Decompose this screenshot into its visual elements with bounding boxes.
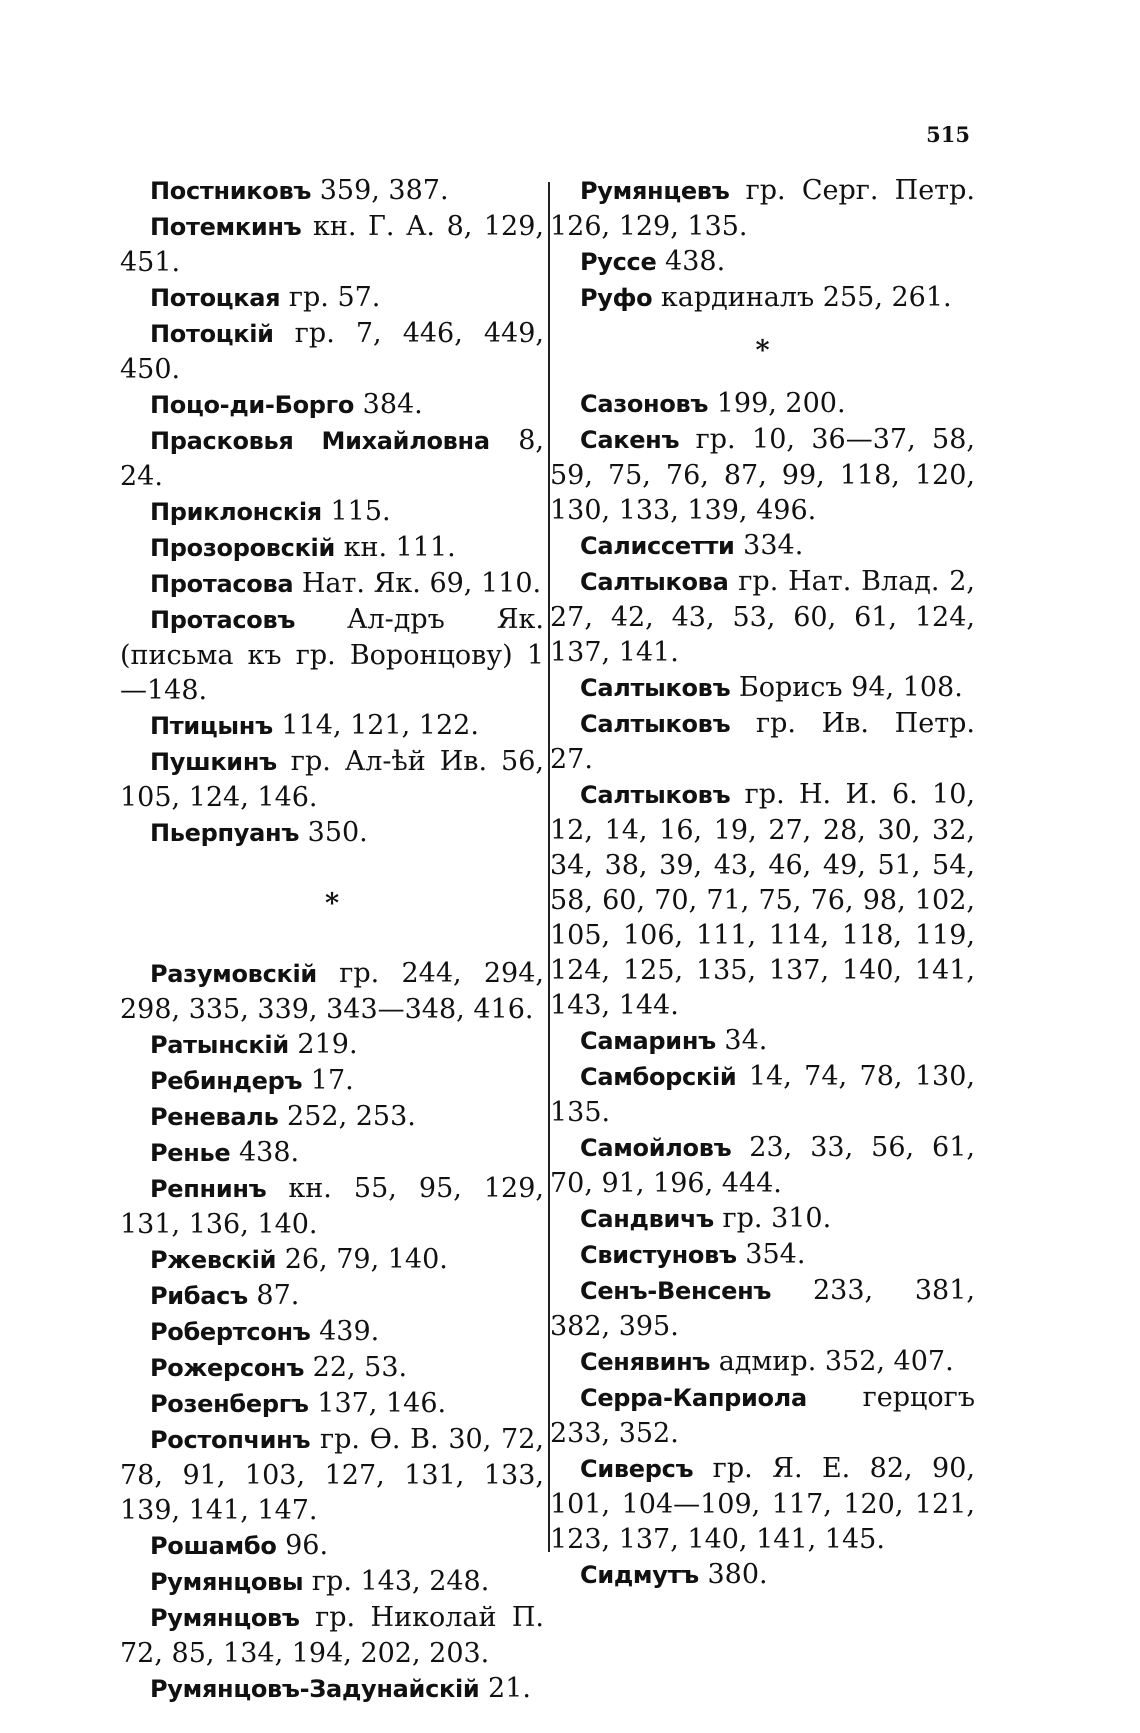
index-entry xyxy=(550,706,975,777)
index-entry xyxy=(550,244,975,280)
index-entry-name: Сенявинъ xyxy=(580,1348,711,1376)
index-entry-name: Самойловъ xyxy=(580,1134,732,1162)
index-entry xyxy=(550,1201,975,1237)
index-entry-name: Руфо xyxy=(580,284,653,312)
index-entry-name: Сандвичъ xyxy=(580,1205,714,1233)
index-entry-refs: 219. xyxy=(288,1029,358,1060)
index-entry xyxy=(550,1344,975,1380)
index-entry-name: Розенбергъ xyxy=(150,1390,309,1418)
index-entry xyxy=(120,1171,544,1242)
index-entry-name: Пушкинъ xyxy=(150,748,277,776)
index-entry xyxy=(120,1671,544,1707)
index-entry-refs: 8, 24. xyxy=(120,425,544,492)
index-entry-refs: 22, 53. xyxy=(304,1352,408,1383)
index-entry-refs: гр. Ив. Петр. 27. xyxy=(550,708,975,775)
index-entry xyxy=(120,1063,544,1099)
index-entry xyxy=(120,1027,544,1063)
index-entry xyxy=(550,1059,975,1130)
index-entry-refs: 96. xyxy=(276,1530,329,1561)
index-entry-refs: 114, 121, 122. xyxy=(272,710,479,741)
index-entry-name: Сакенъ xyxy=(580,426,680,454)
index-entry-name: Свистуновъ xyxy=(580,1241,737,1269)
index-entry-name: Приклонскія xyxy=(150,498,322,526)
index-entry xyxy=(550,1130,975,1201)
index-entry-refs: 115. xyxy=(321,496,391,527)
index-entry-refs: Борисъ 94, 108. xyxy=(730,672,963,703)
index-entry-name: Постниковъ xyxy=(150,177,312,205)
index-entry-name: Ржевскій xyxy=(150,1246,277,1274)
index-entry xyxy=(550,173,975,244)
index-entry-name: Сиверсъ xyxy=(580,1455,694,1483)
index-entry xyxy=(550,1273,975,1344)
index-entry xyxy=(120,1314,544,1350)
index-entry xyxy=(120,209,544,280)
index-entry-name: Поцо-ди-Борго xyxy=(150,391,355,419)
index-entry xyxy=(120,1386,544,1422)
index-entry-refs: адмир. 352, 407. xyxy=(710,1346,954,1377)
index-entry xyxy=(120,1135,544,1171)
index-left-column xyxy=(120,173,544,1707)
index-entry-name: Робертсонъ xyxy=(150,1318,311,1346)
index-entry-refs: Ал-дръ Як. (письма къ гр. Воронцову) 1—148. xyxy=(120,604,544,706)
left-group-r xyxy=(120,956,544,1707)
index-entry-refs: гр. 244, 294, 298, 335, 339, 343—348, 416. xyxy=(120,958,544,1025)
index-entry-name: Прозоровскій xyxy=(150,534,336,562)
index-entry xyxy=(550,564,975,670)
index-entry xyxy=(120,744,544,815)
index-entry xyxy=(120,1099,544,1135)
index-entry-refs: 17. xyxy=(302,1065,354,1096)
index-entry xyxy=(120,173,544,209)
index-entry-name: Прасковья Михайловна xyxy=(150,427,490,455)
index-entry-name: Салтыковъ xyxy=(580,781,731,809)
index-entry xyxy=(120,423,544,494)
index-entry-name: Сидмутъ xyxy=(580,1561,699,1589)
index-entry-name: Салиссетти xyxy=(580,532,735,560)
index-entry xyxy=(550,280,975,316)
index-entry-name: Румянцовъ xyxy=(150,1604,300,1632)
index-entry-name: Разумовскій xyxy=(150,960,317,988)
index-entry-name: Птицынъ xyxy=(150,712,273,740)
index-entry-name: Рибасъ xyxy=(150,1282,248,1310)
page-number: 515 xyxy=(926,122,970,147)
index-entry-refs: 199, 200. xyxy=(708,388,846,419)
index-entry-name: Самаринъ xyxy=(580,1027,716,1055)
section-separator-star: * xyxy=(324,888,340,919)
index-entry xyxy=(550,1451,975,1557)
index-entry-name: Румянцовы xyxy=(150,1568,304,1596)
index-entry xyxy=(550,528,975,564)
index-entry-name: Самборскій xyxy=(580,1063,737,1091)
index-entry-refs: гр. 7, 446, 449, 450. xyxy=(120,318,544,385)
index-entry-refs: гр. 143, 248. xyxy=(303,1566,490,1597)
index-entry xyxy=(120,1564,544,1600)
index-entry xyxy=(120,316,544,387)
index-entry xyxy=(120,815,544,851)
index-entry-refs: 354. xyxy=(736,1239,806,1270)
index-entry-name: Протасова xyxy=(150,570,294,598)
index-entry-refs: Нат. Як. 69, 110. xyxy=(293,568,542,599)
index-entry-refs: кардиналъ 255, 261. xyxy=(652,282,952,313)
index-entry-refs: 359, 387. xyxy=(311,175,449,206)
index-entry-name: Сазоновъ xyxy=(580,390,709,418)
index-entry-refs: кн. 111. xyxy=(335,532,456,563)
index-entry-name: Протасовъ xyxy=(150,606,296,634)
index-entry-refs: 233, 381, 382, 395. xyxy=(550,1275,975,1342)
index-entry-refs: 14, 74, 78, 130, 135. xyxy=(550,1061,975,1128)
index-entry xyxy=(120,1600,544,1671)
index-entry xyxy=(120,280,544,316)
index-entry-refs: 26, 79, 140. xyxy=(276,1244,448,1275)
index-entry-refs: гр. 57. xyxy=(280,282,381,313)
index-entry-refs: 21. xyxy=(479,1673,531,1704)
index-entry xyxy=(120,1242,544,1278)
index-entry xyxy=(550,670,975,706)
index-entry-name: Серра-Каприола xyxy=(580,1384,807,1412)
index-entry xyxy=(120,708,544,744)
index-entry-refs: герцогъ 233, 352. xyxy=(550,1382,975,1449)
index-entry-refs: кн. Г. А. 8, 129, 451. xyxy=(120,211,544,278)
index-entry xyxy=(550,1023,975,1059)
index-entry-refs: гр. Ѳ. В. 30, 72, 78, 91, 103, 127, 131, 133, 139, 141, 147. xyxy=(120,1424,544,1526)
index-entry xyxy=(120,1278,544,1314)
index-entry xyxy=(120,530,544,566)
index-entry-refs: 438. xyxy=(230,1137,300,1168)
index-entry xyxy=(120,387,544,423)
index-entry-refs: кн. 55, 95, 129, 131, 136, 140. xyxy=(120,1173,544,1240)
right-group-s xyxy=(550,386,975,1593)
index-entry-name: Руссе xyxy=(580,248,657,276)
index-entry xyxy=(120,602,544,708)
index-entry xyxy=(550,1557,975,1593)
index-entry-refs: гр. Нат. Влад. 2, 27, 42, 43, 53, 60, 61, 124, 137, 141. xyxy=(550,566,975,668)
index-entry-refs: гр. 10, 36—37, 58, 59, 75, 76, 87, 99, 118, 120, 130, 133, 139, 496. xyxy=(550,424,975,526)
index-entry-name: Репнинъ xyxy=(150,1175,267,1203)
index-entry-name: Потоцкая xyxy=(150,284,281,312)
index-entry-name: Рожерсонъ xyxy=(150,1354,305,1382)
left-group-p xyxy=(120,173,544,851)
index-entry xyxy=(120,494,544,530)
index-entry xyxy=(120,1528,544,1564)
index-entry-name: Ребиндеръ xyxy=(150,1067,303,1095)
index-entry-name: Салтыковъ xyxy=(580,674,731,702)
index-entry-refs: 438. xyxy=(656,246,726,277)
index-entry xyxy=(550,777,975,1023)
index-entry-name: Ратынскій xyxy=(150,1031,289,1059)
index-entry-refs: 87. xyxy=(247,1280,300,1311)
index-entry-refs: 137, 146. xyxy=(308,1388,447,1419)
index-entry xyxy=(550,1237,975,1273)
index-entry xyxy=(120,566,544,602)
index-entry-name: Салтыковъ xyxy=(580,710,731,738)
index-entry-refs: гр. Н. И. 6. 10, 12, 14, 16, 19, 27, 28, 30, 32, 34, 38, 39, 43, 46, 49, 51, 54, 58, 60, 70, 71, 75, 76, 98, 102, 105, 106, 111, 114, 118, 119, 124, 125, 135, 137, 140, 141, 143, 144. xyxy=(550,779,975,1021)
index-entry xyxy=(120,1422,544,1528)
index-entry-refs: 34. xyxy=(715,1025,768,1056)
index-entry xyxy=(550,386,975,422)
index-entry-name: Рошамбо xyxy=(150,1532,277,1560)
index-entry-name: Румянцевъ xyxy=(580,177,730,205)
index-entry-name: Ростопчинъ xyxy=(150,1426,311,1454)
index-right-column xyxy=(550,173,975,1593)
index-entry-refs: 334. xyxy=(734,530,804,561)
index-entry-name: Реневаль xyxy=(150,1103,279,1131)
index-entry xyxy=(120,1350,544,1386)
index-entry-name: Салтыкова xyxy=(580,568,729,596)
index-entry xyxy=(550,422,975,528)
index-entry-refs: гр. Ал-ѣй Ив. 56, 105, 124, 146. xyxy=(120,746,544,813)
index-entry-refs: 384. xyxy=(354,389,423,420)
index-entry xyxy=(120,956,544,1027)
index-entry-refs: гр. 310. xyxy=(713,1203,832,1234)
index-entry-refs: гр. Я. Е. 82, 90, 101, 104—109, 117, 120, 121, 123, 137, 140, 141, 145. xyxy=(550,1453,975,1555)
index-entry-name: Ренье xyxy=(150,1139,231,1167)
index-entry-refs: 350. xyxy=(299,817,368,848)
index-entry-refs: 380. xyxy=(698,1559,768,1590)
index-entry xyxy=(550,1380,975,1451)
index-entry-name: Потоцкій xyxy=(150,320,274,348)
index-entry-name: Сенъ-Венсенъ xyxy=(580,1277,772,1305)
index-entry-name: Румянцовъ-Задунайскій xyxy=(150,1675,480,1703)
index-entry-refs: гр. Серг. Петр. 126, 129, 135. xyxy=(550,175,975,242)
section-separator-star: * xyxy=(755,335,770,366)
index-entry-refs: 252, 253. xyxy=(278,1101,416,1132)
index-entry-name: Пьерпуанъ xyxy=(150,819,300,847)
index-entry-name: Потемкинъ xyxy=(150,213,302,241)
index-entry-refs: 439. xyxy=(310,1316,380,1347)
index-entry-refs: гр. Николай П. 72, 85, 134, 194, 202, 203. xyxy=(120,1602,544,1669)
right-group-r xyxy=(550,173,975,316)
index-entry-refs: 23, 33, 56, 61, 70, 91, 196, 444. xyxy=(550,1132,975,1199)
